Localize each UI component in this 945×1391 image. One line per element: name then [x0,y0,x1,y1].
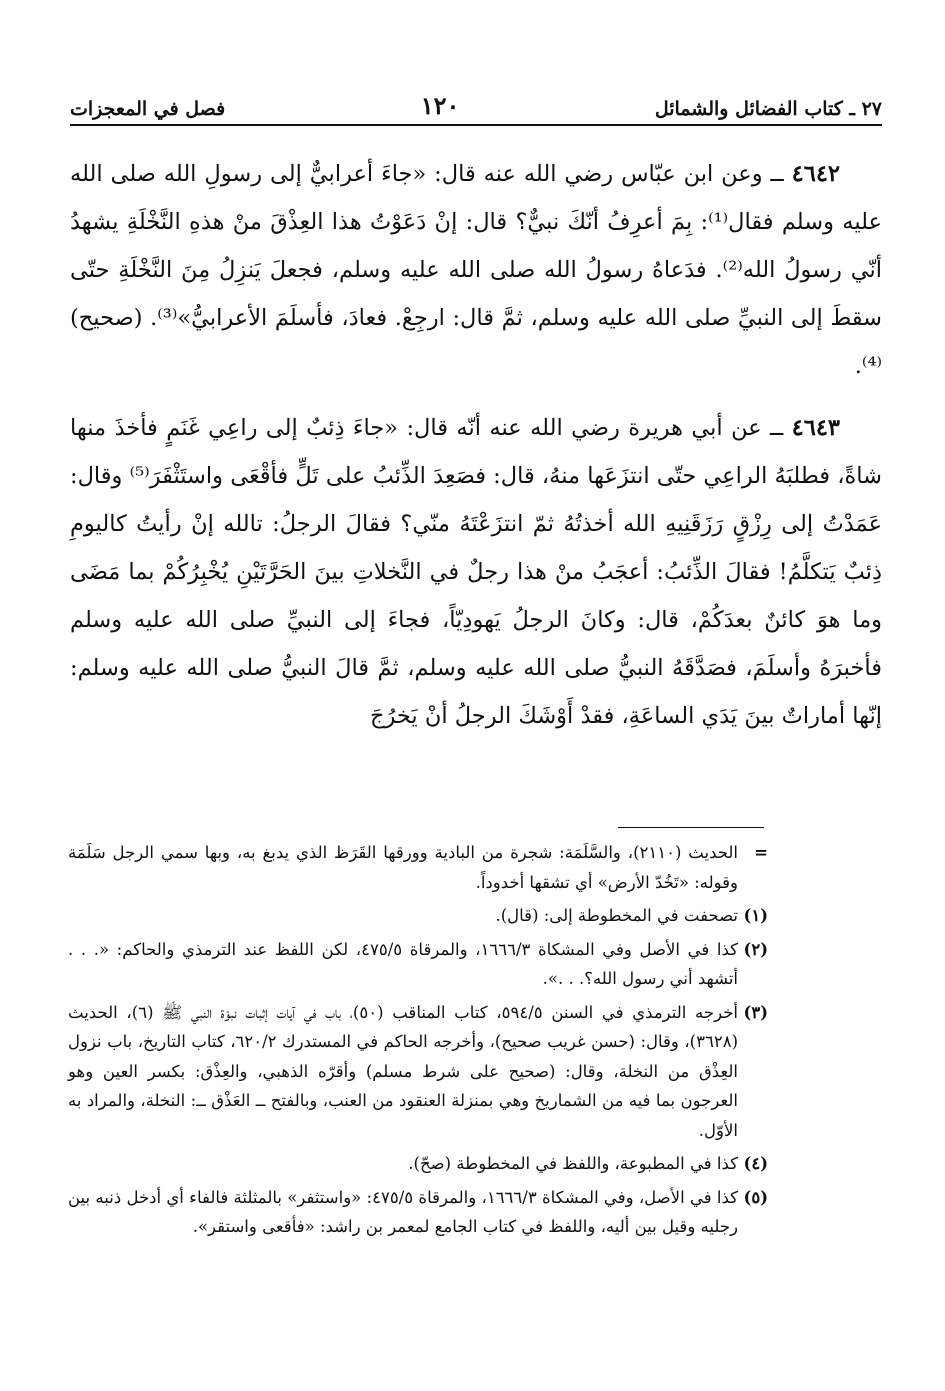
footnote-text: كذا في الأصل وفي المشكاة ١٦٦٦/٣، والمرقاة ٤٧٥/٥، لكن اللفظ عند الترمذي والحاكم: «. . . أتشهد أني رسول الله؟. . .». [68,939,738,988]
footnote-text: الحديث (٢١١٠)، والسَّلَمَة: شجرة من البادية وورقها القَرَظ الذي يدبغ به، وبها سمي الرجل سَلَمَة وقوله: «تَخُدّ الأرض» أي تشقها أخدوداً. [68,843,738,892]
header-rule [70,124,882,126]
footnote [68,1149,768,1179]
hadith-number: ٤٦٤٢ [791,161,840,187]
footnote [68,998,768,1146]
footnote [68,838,768,897]
footnote-marker: = [754,843,768,862]
main-text [70,150,882,754]
footnote [68,901,768,931]
hadith-paragraph [70,404,882,740]
footnote-marker: (٢) [743,939,768,959]
footnote-text: أخرجه الترمذي في السنن ٥٩٤/٥، كتاب المناقب (٥٠)، باب في آيات إثبات نبوّة النبي ﷺ (٦)، الحديث (٣٦٢٨)، وقال: (حسن غريب صحيح)، وأخرجه الحاكم في المستدرك ٦٢٠/٢، كتاب التاريخ، باب نزول العِذْق من النخلة، وقال: (صحيح على شرط مسلم) وأقرّه الذهبي، والعِذْق: بكسر العين وهو العرجون بما فيه من الشماريخ وهي بمنزلة العنقود من العنب، وبالفتح ــ العَذْق ــ: النخلة، والمراد به الأوّل. [68,1002,738,1140]
footnote-marker: (١) [743,906,768,925]
page-header [70,80,882,120]
hadith-paragraph [70,150,882,390]
hadith-number: ٤٦٤٣ [791,415,840,441]
footnote-text: كذا في المطبوعة، واللفظ في المخطوطة (صحّ). [408,1154,738,1173]
footnote [68,935,768,994]
footnote-marker: (٣) [743,1002,768,1022]
footnote [68,1183,768,1242]
hadith-text: ــ عن أبي هريرة رضي الله عنه أنّه قال: «جاءَ ذِئبٌ إلى راعِي غَنَمٍ فأخذَ منها شاةً، فطلبَهُ الراعِي حتّى انتزَعَها منهُ، قال: فصَعِدَ الذِّئبُ على تَلٍّ فأقْعَى واستَثْفَرَ⁽⁵⁾ وقال: عَمَدْتُ إلى رِزْقٍ رَزَقَنِيهِ الله أخذتُهُ ثمّ انتزَعْتَهُ منّي؟ فقالَ الرجلُ: تالله إنْ رأيتُ كاليومِ ذِئبٌ يَتكلَّمُ! فقالَ الذِّئبُ: أعجَبُ منْ هذا رجلٌ في النَّخلاتِ بينَ الحَرَّتَيْنِ يُخْبِرُكُمْ بما مَضَى وما هوَ كائنٌ بعدَكُمْ، قال: وكانَ الرجلُ يَهودِيّاً، فجاءَ إلى النبيِّ صلى الله عليه وسلم فأخبرَهُ وأسلَمَ، فصَدَّقَهُ النبيُّ صلى الله عليه وسلم، ثمَّ قالَ النبيُّ صلى الله عليه وسلم: إنّها أماراتٌ بينَ يَدَي الساعَةِ، فقدْ أَوْشَكَ الرجلُ أنْ يَخرُجَ [70,415,882,729]
page-number: ١٢٠ [420,91,460,120]
footnote-separator [618,827,764,828]
footnote-marker: (٤) [743,1154,768,1173]
footnotes [68,838,768,1246]
footnote-text: كذا في الأصل، وفي المشكاة ١٦٦٦/٣، والمرقاة ٤٧٥/٥: «واستثفر» بالمثلثة فالفاء أي أدخل ذنبه بين رجليه وقيل بين أليه، واللفظ في كتاب الجامع لمعمر بن راشد: «فأقعى واستقر». [68,1187,738,1236]
hadith-text: ــ وعن ابن عبّاس رضي الله عنه قال: «جاءَ أعرابيٌّ إلى رسولِ الله صلى الله عليه وسلم فقال⁽¹⁾: بِمَ أعرِفُ أنّكَ نبيٌّ؟ قال: إنْ دَعَوْتُ هذا العِذْقَ منْ هذهِ النَّخْلَةِ يشهدُ أنّي رسولُ الله⁽²⁾. فدَعاهُ رسولُ الله صلى الله عليه وسلم، فجعلَ يَنزِلُ مِنَ النَّخْلَةِ حتّى سقطَ إلى النبيِّ صلى الله عليه وسلم، ثمَّ قال: ارجِعْ. فعادَ، فأسلَمَ الأعرابيُّ»⁽³⁾. (صحيح)⁽⁴⁾. [70,161,882,379]
chapter-title: ٢٧ ـ كتاب الفضائل والشمائل [654,98,882,120]
section-title: فصل في المعجزات [70,98,226,120]
footnote-text: تصحفت في المخطوطة إلى: (قال). [495,906,738,925]
footnote-marker: (٥) [743,1187,768,1207]
